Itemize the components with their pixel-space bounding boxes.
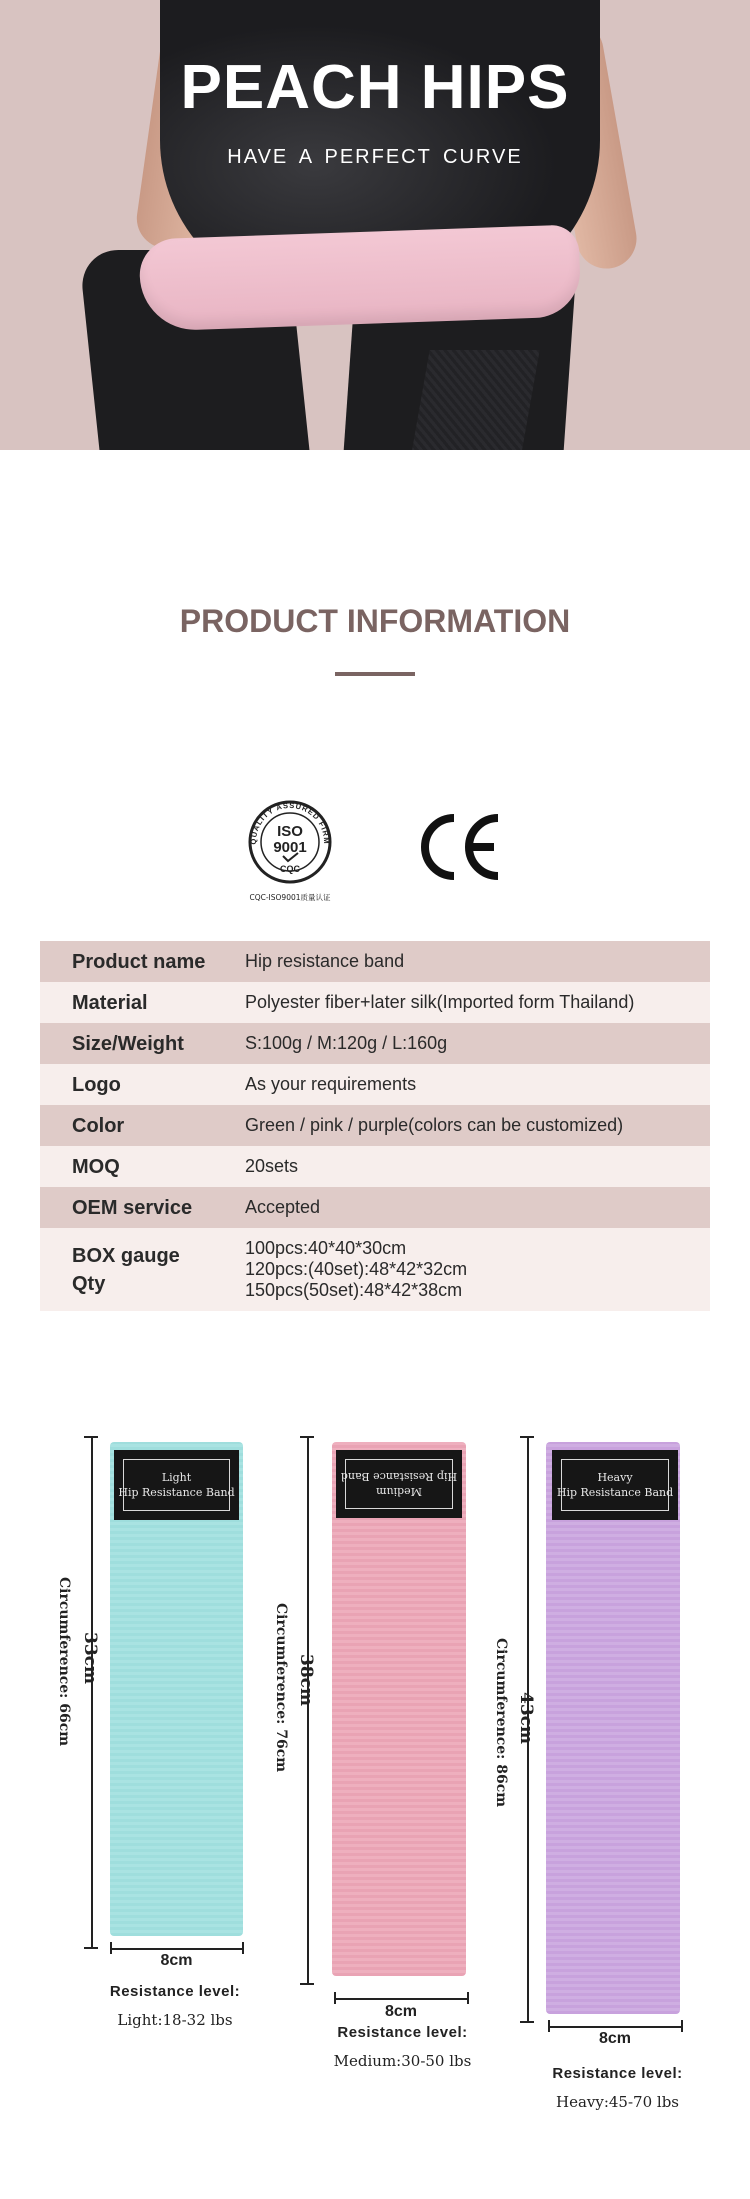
spec-key: Product name — [72, 950, 206, 973]
height-dimension-line — [307, 1436, 309, 1984]
height-dimension-line — [91, 1436, 93, 1948]
hero-resistance-band — [139, 224, 582, 331]
table-row — [40, 1023, 710, 1064]
resistance-value: Heavy:45-70 lbs — [555, 2093, 679, 2111]
width-dimension-line — [548, 2026, 682, 2028]
circumference-label: Circumference: 76cm — [273, 1603, 289, 1773]
height-label: 33cm — [80, 1632, 100, 1684]
hero-subtitle: HAVE A PERFECT CURVE — [227, 146, 523, 168]
band-tag-medium — [336, 1450, 462, 1518]
dimension-tick — [300, 1983, 314, 1985]
band-name: Heavy — [597, 1471, 633, 1484]
band-name: Medium — [376, 1485, 422, 1498]
svg-text:ISO: ISO — [277, 823, 303, 840]
section-divider — [335, 672, 415, 676]
spec-value: As your requirements — [245, 1074, 417, 1094]
height-label: 43cm — [516, 1692, 536, 1744]
table-row-box — [40, 1228, 710, 1311]
resistance-value: Medium:30-50 lbs — [333, 2052, 472, 2070]
ce-mark-logo — [418, 812, 503, 882]
svg-text:9001: 9001 — [273, 839, 307, 856]
hero-mesh-panel — [410, 350, 539, 450]
table-row — [40, 1105, 710, 1146]
height-label: 38cm — [296, 1654, 316, 1706]
band-heavy — [546, 1442, 680, 2014]
table-row — [40, 1064, 710, 1105]
spec-value: S:100g / M:120g / L:160g — [245, 1033, 448, 1053]
band-tag-heavy — [552, 1450, 678, 1520]
band-subname: Hip Resistance Band — [556, 1486, 674, 1499]
band-tag-light — [114, 1450, 239, 1520]
resistance-title: Resistance level: — [109, 1983, 241, 2000]
resistance-title: Resistance level: — [552, 2065, 683, 2082]
spec-key: MOQ — [72, 1155, 120, 1178]
dimension-tick — [84, 1947, 98, 1949]
box-key-line2: Qty — [72, 1272, 106, 1295]
box-key-line1: BOX gauge — [72, 1244, 180, 1267]
spec-table — [40, 941, 710, 1311]
svg-text:CQC-ISO9001质量认证: CQC-ISO9001质量认证 — [249, 893, 331, 902]
table-row — [40, 982, 710, 1023]
spec-value: 20sets — [245, 1156, 299, 1176]
spec-key: Logo — [72, 1073, 121, 1096]
dimension-tick — [300, 1436, 314, 1438]
hero-title: PEACH HIPS — [180, 53, 570, 122]
iso-9001-logo — [243, 798, 337, 904]
spec-value: Hip resistance band — [245, 951, 405, 971]
spec-key: Color — [72, 1114, 125, 1137]
spec-value: Polyester fiber+later silk(Imported form Thailand) — [245, 992, 635, 1012]
resistance-title: Resistance level: — [337, 2024, 468, 2041]
svg-text:QUALITY ASSURED FIRM: QUALITY ASSURED FIRM — [248, 800, 332, 845]
circumference-label: Circumference: 86cm — [493, 1638, 509, 1808]
table-row — [40, 941, 710, 982]
hero-banner — [0, 0, 750, 450]
dimension-tick — [520, 1436, 534, 1438]
band-name: Light — [161, 1471, 192, 1484]
width-label: 8cm — [160, 1952, 193, 1969]
box-value-line: 100pcs:40*40*30cm — [245, 1238, 407, 1258]
circumference-label: Circumference: 66cm — [56, 1577, 72, 1747]
band-subname: Hip Resistance Band — [118, 1486, 235, 1499]
spec-key: Material — [72, 991, 148, 1014]
box-value-line: 120pcs:(40set):48*42*32cm — [245, 1259, 468, 1279]
band-subname: Hip Resistance Band — [340, 1470, 458, 1483]
box-value-line: 150pcs(50set):48*42*38cm — [245, 1280, 463, 1300]
table-row — [40, 1146, 710, 1187]
band-medium — [332, 1442, 466, 1976]
width-dimension-line — [334, 1998, 468, 2000]
width-label: 8cm — [384, 2003, 418, 2020]
spec-key — [40, 1242, 245, 1298]
dimension-tick — [84, 1436, 98, 1438]
width-dimension-line — [110, 1948, 243, 1950]
section-title: PRODUCT INFORMATION — [179, 603, 571, 639]
table-row — [40, 1187, 710, 1228]
spec-key: Size/Weight — [72, 1032, 184, 1055]
spec-key: OEM service — [72, 1196, 193, 1219]
spec-value — [245, 1238, 710, 1301]
spec-value: Green / pink / purple(colors can be customized) — [245, 1115, 624, 1135]
spec-value: Accepted — [245, 1197, 321, 1217]
svg-text:CQC: CQC — [280, 864, 300, 874]
resistance-value: Light:18-32 lbs — [117, 2011, 233, 2029]
width-label: 8cm — [598, 2030, 632, 2047]
dimension-tick — [520, 2021, 534, 2023]
